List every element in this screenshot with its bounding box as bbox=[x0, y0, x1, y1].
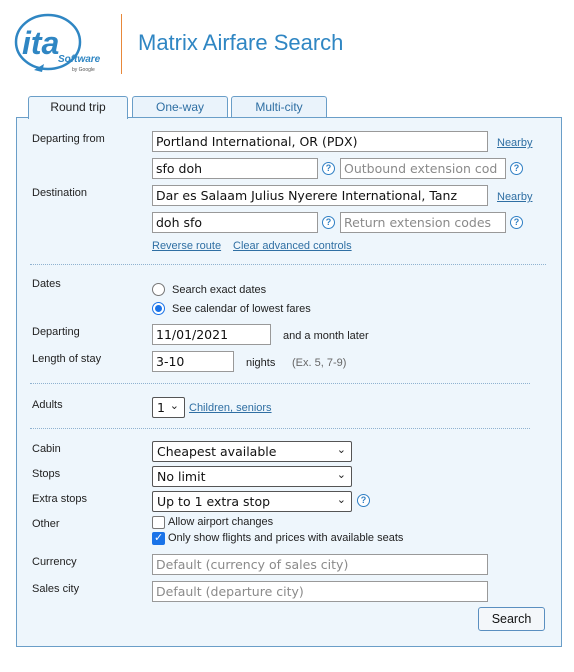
cabin-select[interactable] bbox=[152, 441, 352, 462]
return-extension-input[interactable]: Return extension codes bbox=[340, 212, 506, 233]
ita-software-logo bbox=[14, 12, 114, 78]
departing-from-label: Departing from bbox=[32, 133, 105, 145]
chevron-down-icon: ⌄ bbox=[169, 399, 179, 412]
adults-label: Adults bbox=[32, 399, 63, 411]
logo-text: ita bbox=[22, 25, 60, 61]
tab-round-trip[interactable]: Round trip bbox=[28, 96, 128, 119]
tab-one-way[interactable]: One-way bbox=[132, 96, 228, 118]
adults-value: 1 bbox=[157, 400, 165, 415]
outbound-extension-input[interactable]: Outbound extension cod bbox=[340, 158, 506, 179]
sales-city-label: Sales city bbox=[32, 583, 80, 595]
help-icon[interactable]: ? bbox=[357, 494, 370, 507]
length-of-stay-label: Length of stay bbox=[32, 353, 102, 365]
reverse-route-link[interactable]: Reverse route bbox=[152, 240, 222, 252]
destination-nearby-link[interactable]: Nearby bbox=[497, 191, 533, 203]
extra-stops-value: Up to 1 extra stop bbox=[157, 494, 271, 509]
currency-input[interactable]: Default (currency of sales city) bbox=[152, 554, 488, 575]
help-icon[interactable]: ? bbox=[322, 162, 335, 175]
chevron-down-icon: ⌄ bbox=[336, 493, 346, 506]
adults-select[interactable] bbox=[152, 397, 185, 418]
divider bbox=[30, 428, 530, 429]
only-available-label: Only show flights and prices with available seats bbox=[168, 532, 404, 544]
nights-label: nights bbox=[246, 357, 276, 369]
allow-airport-changes-label: Allow airport changes bbox=[168, 516, 274, 528]
origin-nearby-link[interactable]: Nearby bbox=[497, 137, 533, 149]
search-exact-dates-label: Search exact dates bbox=[172, 284, 267, 296]
destination-input[interactable]: Dar es Salaam Julius Nyerere International, Tanz bbox=[152, 185, 488, 206]
clear-advanced-controls-link[interactable]: Clear advanced controls bbox=[233, 240, 352, 252]
children-seniors-link[interactable]: Children, seniors bbox=[189, 402, 272, 414]
divider bbox=[30, 264, 546, 265]
origin-routing-input[interactable]: sfo doh bbox=[152, 158, 318, 179]
destination-label: Destination bbox=[32, 187, 88, 199]
cabin-value: Cheapest available bbox=[157, 444, 277, 459]
month-later-text: and a month later bbox=[283, 330, 369, 342]
see-calendar-radio[interactable] bbox=[152, 302, 165, 315]
page-title: Matrix Airfare Search bbox=[138, 30, 344, 55]
help-icon[interactable]: ? bbox=[322, 216, 335, 229]
only-available-checkbox[interactable] bbox=[152, 532, 165, 545]
chevron-down-icon: ⌄ bbox=[336, 468, 346, 481]
help-icon[interactable]: ? bbox=[510, 216, 523, 229]
help-icon[interactable]: ? bbox=[510, 162, 523, 175]
departing-label: Departing bbox=[32, 326, 80, 338]
sales-city-input[interactable]: Default (departure city) bbox=[152, 581, 488, 602]
other-label: Other bbox=[32, 518, 60, 530]
length-hint: (Ex. 5, 7-9) bbox=[292, 357, 347, 369]
chevron-down-icon: ⌄ bbox=[336, 443, 346, 456]
currency-label: Currency bbox=[32, 556, 77, 568]
stops-value: No limit bbox=[157, 469, 206, 484]
destination-routing-input[interactable]: doh sfo bbox=[152, 212, 318, 233]
allow-airport-changes-checkbox[interactable] bbox=[152, 516, 165, 529]
stops-select[interactable] bbox=[152, 466, 352, 487]
origin-input[interactable]: Portland International, OR (PDX) bbox=[152, 131, 488, 152]
header-divider bbox=[121, 14, 122, 74]
search-button[interactable]: Search bbox=[478, 607, 545, 631]
length-of-stay-input[interactable]: 3-10 bbox=[152, 351, 234, 372]
search-exact-dates-radio[interactable] bbox=[152, 283, 165, 296]
see-calendar-label: See calendar of lowest fares bbox=[172, 303, 311, 315]
extra-stops-select[interactable] bbox=[152, 491, 352, 512]
logo-by: by Google bbox=[72, 67, 95, 73]
stops-label: Stops bbox=[32, 468, 61, 480]
extra-stops-label: Extra stops bbox=[32, 493, 88, 505]
dates-label: Dates bbox=[32, 278, 61, 290]
cabin-label: Cabin bbox=[32, 443, 61, 455]
divider bbox=[30, 383, 530, 384]
logo-sub: Software bbox=[58, 54, 101, 65]
tab-multi-city[interactable]: Multi-city bbox=[231, 96, 327, 118]
departing-date-input[interactable]: 11/01/2021 bbox=[152, 324, 271, 345]
